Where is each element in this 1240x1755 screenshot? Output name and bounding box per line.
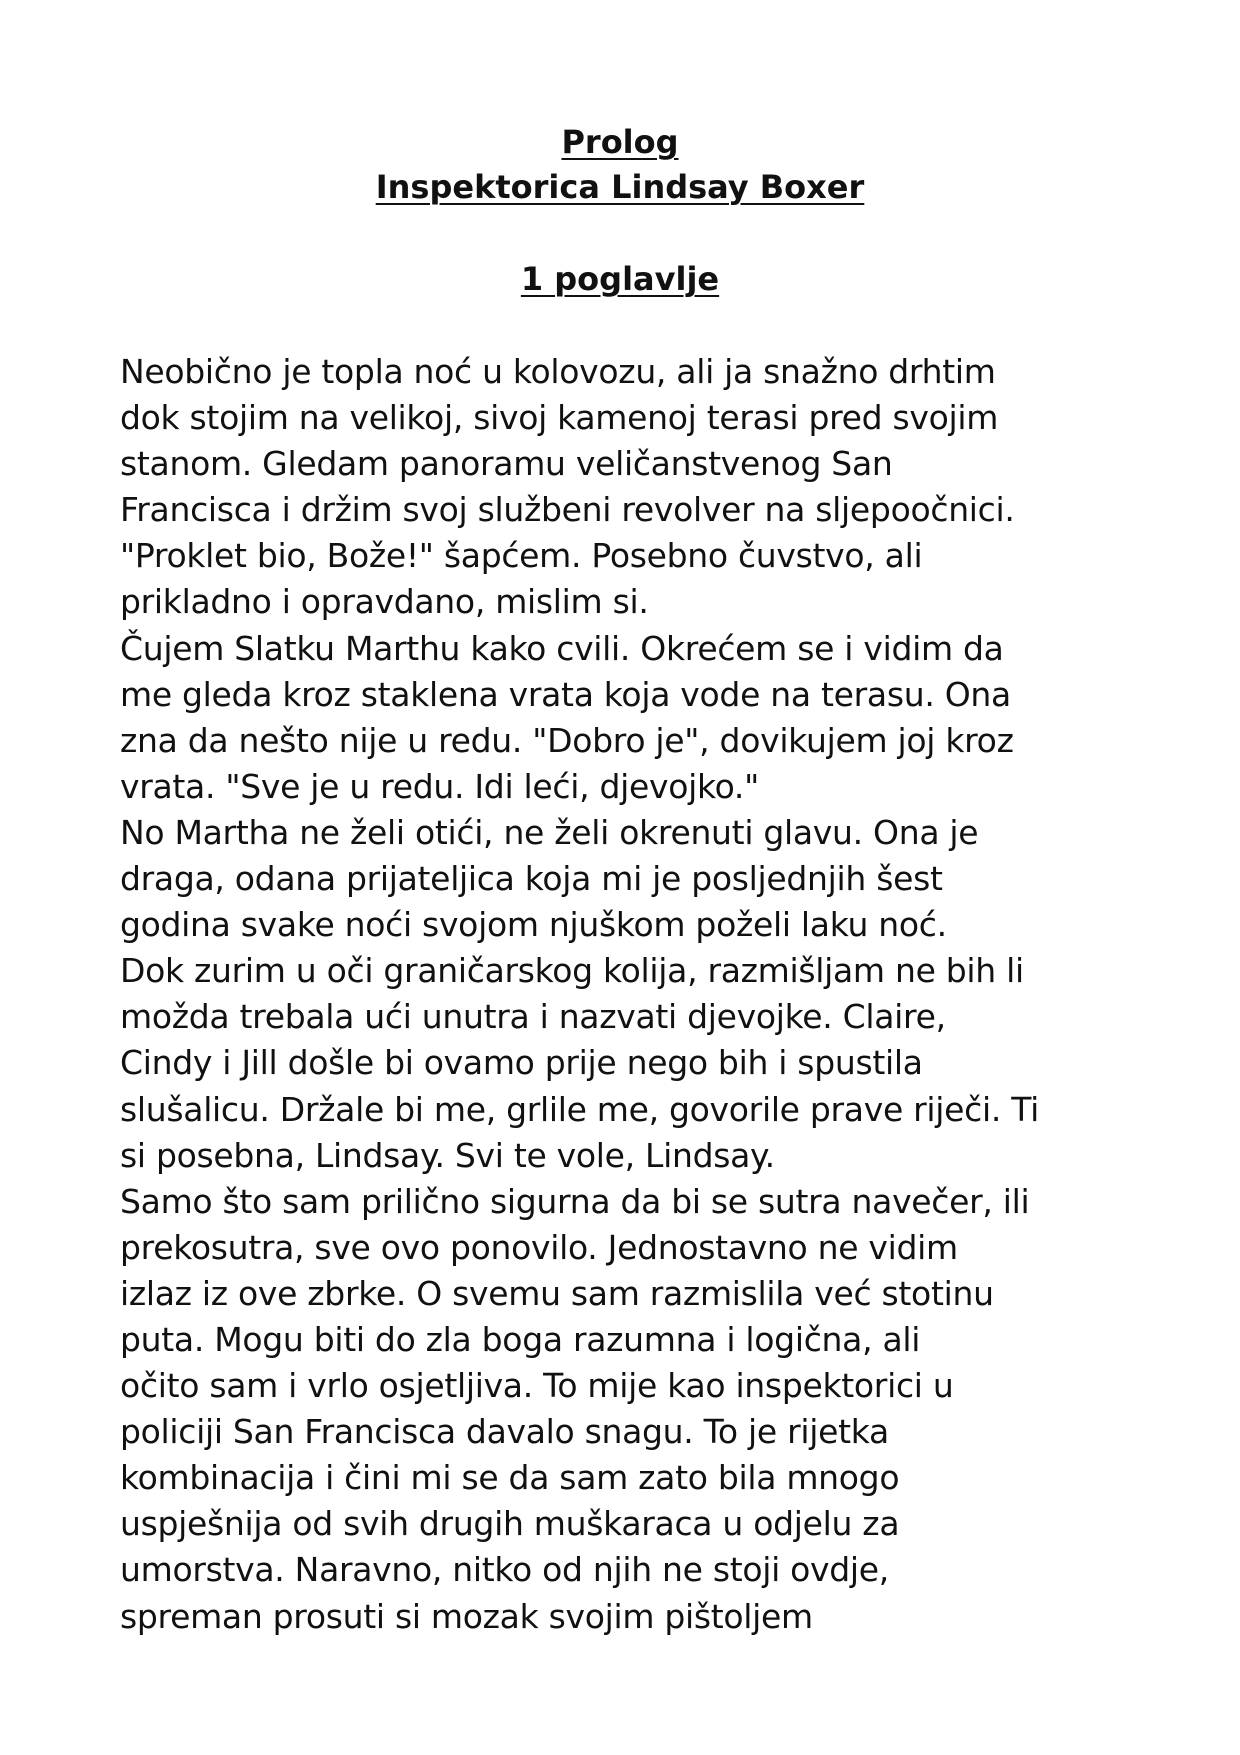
text-line: Samo što sam prilično sigurna da bi se sutra navečer, ili [120,1181,1030,1221]
text-line: očito sam i vrlo osjetljiva. To mije kao inspektorici u [120,1366,954,1406]
text-line: umorstva. Naravno, nitko od njih ne stoji ovdje, [120,1550,889,1590]
text-line: slušalicu. Držale bi me, grlile me, govorile prave riječi. Ti [120,1089,1039,1129]
text-line: stanom. Gledam panoramu veličanstvenog San [120,444,893,484]
text-line: spreman prosuti si mozak svojim pištoljem [120,1596,813,1636]
text-line: vrata. "Sve je u redu. Idi leći, djevojko." [120,766,759,806]
text-line: draga, odana prijateljica koja mi je posljednjih šest [120,859,943,899]
text-line: izlaz iz ove zbrke. O svemu sam razmislila već stotinu [120,1273,994,1313]
text-line: No Martha ne želi otići, ne želi okrenuti glavu. Ona je [120,812,979,852]
author-subtitle: Inspektorica Lindsay Boxer [375,168,865,206]
text-line: Dok zurim u oči graničarskog kolija, razmišljam ne bih li [120,951,1024,991]
text-line: me gleda kroz staklena vrata koja vode na terasu. Ona [120,674,1011,714]
text-line: dok stojim na velikoj, sivoj kamenoj terasi pred svojim [120,398,999,438]
text-line: zna da nešto nije u redu. "Dobro je", dovikujem joj kroz [120,720,1014,760]
text-line: prekosutra, sve ovo ponovilo. Jednostavno ne vidim [120,1227,958,1267]
text-line: "Proklet bio, Bože!" šapćem. Posebno čuvstvo, ali [120,536,923,576]
prolog-title: Prolog [561,123,679,161]
text-line: Neobično je topla noć u kolovozu, ali ja snažno drhtim [120,352,996,391]
text-line: policiji San Francisca davalo snagu. To je rijetka [120,1412,889,1452]
text-line: prikladno i opravdano, mislim si. [120,582,649,622]
chapter-title: 1 poglavlje [520,260,720,298]
text-line: Cindy i Jill došle bi ovamo prije nego bih i spustila [120,1043,923,1083]
text-line: kombinacija i čini mi se da sam zato bila mnogo [120,1458,900,1498]
text-line: možda trebala ući unutra i nazvati djevojke. Claire, [120,997,946,1037]
text-line: Čujem Slatku Marthu kako cvili. Okrećem se i vidim da [120,628,1004,668]
text-line: godina svake noći svojom njuškom poželi laku noć. [120,905,947,945]
text-line: uspješnija od svih drugih muškaraca u odjelu za [120,1504,900,1544]
chapter-body-text [120,349,1135,1640]
text-line: si posebna, Lindsay. Svi te vole, Lindsay. [120,1135,775,1175]
text-line: puta. Mogu biti do zla boga razumna i logična, ali [120,1319,921,1359]
text-line: Francisca i držim svoj službeni revolver na sljepoočnici. [120,490,1015,530]
